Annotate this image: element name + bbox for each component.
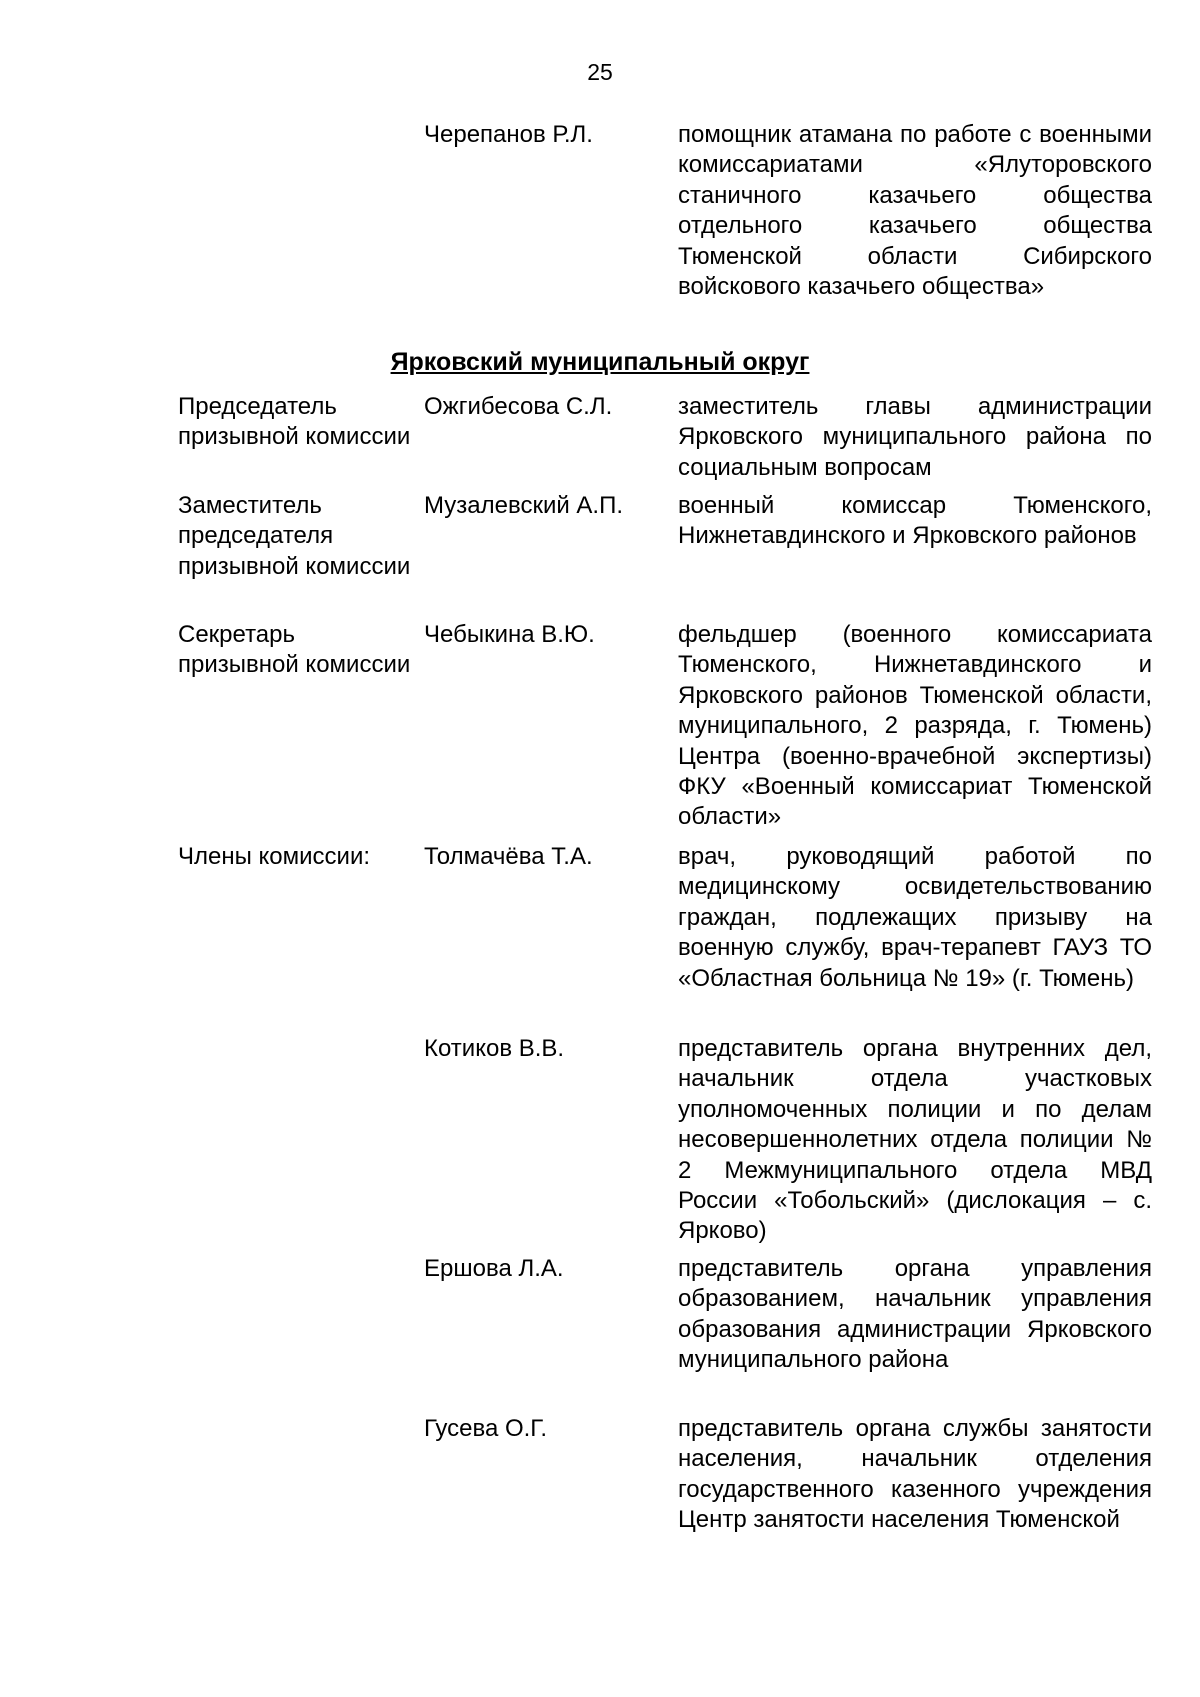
section-title: Ярковский муниципальный округ (390, 348, 810, 376)
member-role: Председатель призывной комиссии (178, 393, 411, 451)
member-position: врач, руководящий работой по медицинскому освидетельствованию граждан, подлежащих призыву на военную службу, врач-терапевт ГАУЗ ТО «Областная больница № 19» (г. Тюмень) (678, 843, 1152, 992)
page-number: 25 (587, 59, 613, 85)
member-role: Заместитель председателя призывной комиссии (178, 492, 411, 580)
member-position: представитель органа внутренних дел, начальник отдела участковых уполномоченных полиции и по делам несовершеннолетних отдела полиции № 2 Межмуниципального отдела МВД России «Тобольский» (дислокация – с. Ярково) (678, 1035, 1152, 1245)
member-name: Котиков В.В. (424, 1035, 565, 1062)
member-name: Толмачёва Т.А. (424, 843, 593, 870)
member-name: Черепанов Р.Л. (424, 121, 593, 148)
member-name: Чебыкина В.Ю. (424, 621, 595, 648)
member-position: военный комиссар Тюменского, Нижнетавдинского и Ярковского районов (678, 492, 1152, 550)
member-position: представитель органа службы занятости населения, начальник отделения государственного казенного учреждения Центр занятости населения Тюменской (678, 1415, 1152, 1534)
member-position: представитель органа управления образованием, начальник управления образования администрации Ярковского муниципального района (678, 1255, 1152, 1374)
member-name: Гусева О.Г. (424, 1415, 548, 1442)
member-position: заместитель главы администрации Ярковского муниципального района по социальным вопросам (678, 393, 1152, 481)
member-name: Ожгибесова С.Л. (424, 393, 613, 420)
member-role: Члены комиссии: (178, 843, 371, 870)
member-position: помощник атамана по работе с военными комиссариатами «Ялуторовского станичного казачьего общества отдельного казачьего общества Тюменской области Сибирского войскового казачьего общества» (678, 121, 1152, 301)
member-role: Секретарь призывной комиссии (178, 621, 411, 679)
member-name: Ершова Л.А. (424, 1255, 564, 1282)
member-name: Музалевский А.П. (424, 492, 624, 519)
member-position: фельдшер (военного комиссариата Тюменского, Нижнетавдинского и Ярковского районов Тюменской области, муниципального, 2 разряда, г. Тюмень) Центра (военно-врачебной экспертизы) ФКУ «Военный комиссариат Тюменской области» (678, 621, 1152, 831)
